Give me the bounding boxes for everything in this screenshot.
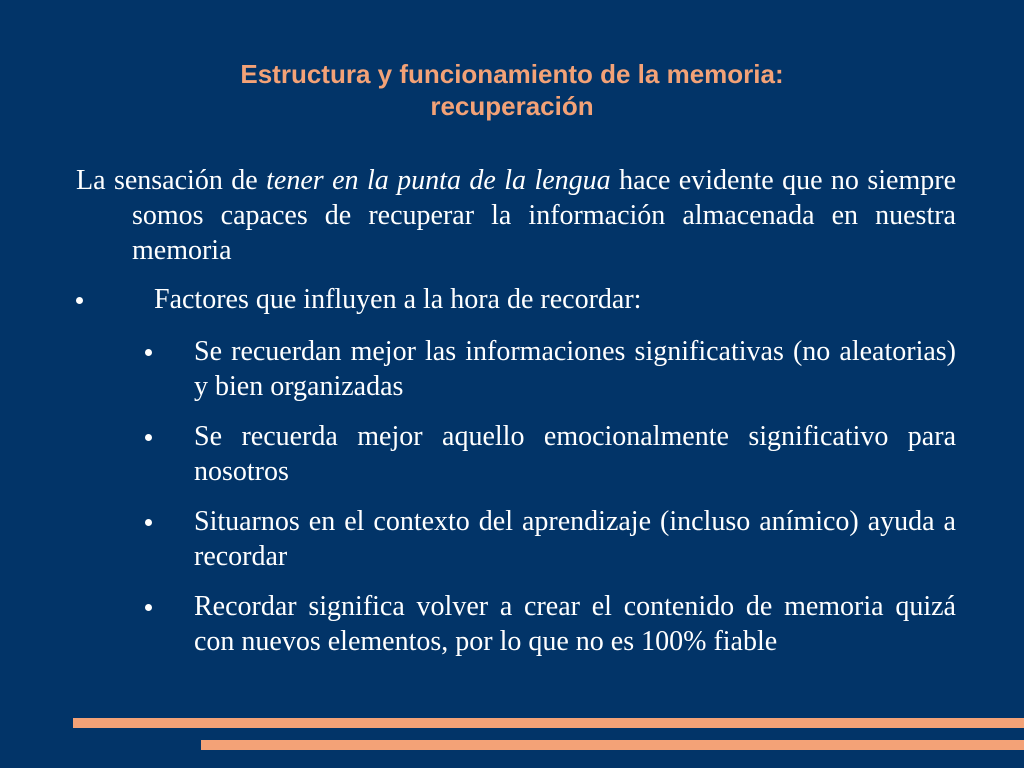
factor-text: Se recuerdan mejor las informaciones significativas (no aleatorias) y bien organizadas bbox=[194, 336, 956, 402]
factors-list bbox=[76, 334, 956, 659]
factor-text: Se recuerda mejor aquello emocionalmente significativo para nosotros bbox=[194, 421, 956, 487]
slide-title-line-1: Estructura y funcionamiento de la memoria: bbox=[240, 59, 784, 89]
intro-emphasis: tener en la punta de la lengua bbox=[266, 165, 611, 196]
slide-body bbox=[76, 163, 956, 659]
factor-item bbox=[76, 419, 956, 489]
intro-paragraph bbox=[76, 163, 956, 268]
slide-title bbox=[100, 58, 924, 122]
factor-item bbox=[76, 589, 956, 659]
intro-suffix: hace evidente que no siempre somos capaces de recuperar la información almacenada en nuestra memoria bbox=[132, 165, 957, 266]
bullet-dot-icon bbox=[145, 604, 152, 611]
decorative-bar-upper bbox=[73, 718, 1024, 728]
factor-text: Situarnos en el contexto del aprendizaje (incluso anímico) ayuda a recordar bbox=[194, 506, 956, 572]
factors-heading-item bbox=[76, 282, 956, 317]
bullet-dot-icon bbox=[145, 349, 152, 356]
factor-text: Recordar significa volver a crear el contenido de memoria quizá con nuevos elementos, por lo que no es 100% fiable bbox=[194, 591, 956, 657]
bullet-dot-icon bbox=[145, 434, 152, 441]
slide-title-line-2: recuperación bbox=[430, 91, 594, 121]
intro-prefix: La sensación de bbox=[76, 165, 267, 196]
factor-item bbox=[76, 504, 956, 574]
factors-heading: Factores que influyen a la hora de recordar: bbox=[154, 284, 642, 315]
bullet-dot-icon bbox=[145, 519, 152, 526]
decorative-bar-lower bbox=[201, 740, 1024, 750]
bullet-dot-icon bbox=[76, 297, 83, 304]
factor-item bbox=[76, 334, 956, 404]
